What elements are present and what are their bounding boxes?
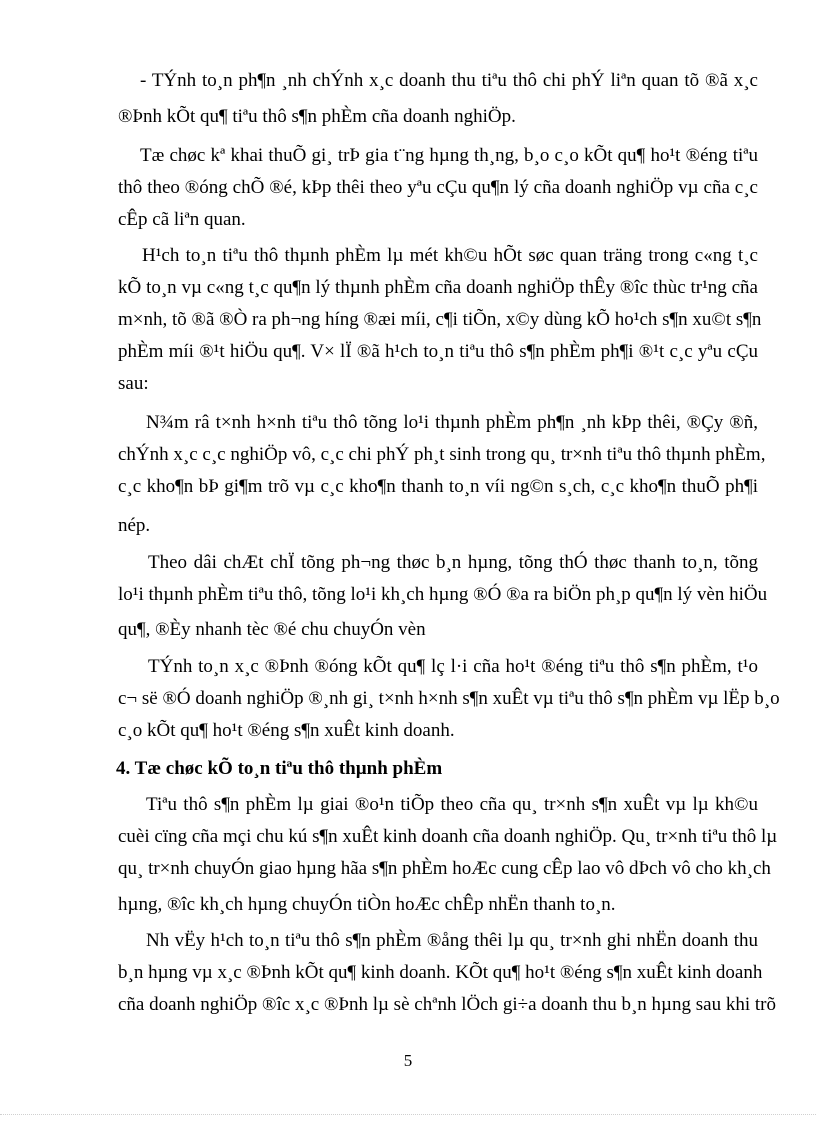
- text-line: Nh vËy h¹ch to¸n tiªu thô s¶n phÈm ®ång thêi lµ qu¸ tr×nh ghi nhËn doanh thu: [146, 930, 758, 951]
- footer-divider: [0, 1114, 816, 1115]
- text-line: lo¹i thµnh phÈm tiªu thô, tõng lo¹i kh¸ch hµng ®Ó ®a ra biÖn ph¸p qu¶n lý vèn hiÖu: [118, 584, 768, 605]
- text-line: cÊp cã liªn quan.: [118, 209, 246, 230]
- text-line: cuèi cïng cña mçi chu kú s¶n xuÊt kinh doanh cña doanh nghiÖp. Qu¸ tr×nh tiªu thô lµ: [118, 826, 778, 847]
- page-number: 5: [403, 1051, 413, 1070]
- text-line: qu¸ tr×nh chuyÓn giao hµng hãa s¶n phÈm hoÆc cung cÊp lao vô dÞch vô cho kh¸ch: [118, 858, 771, 879]
- text-line: c¸o kÕt qu¶ ho¹t ®éng s¶n xuÊt kinh doanh.: [118, 720, 455, 741]
- text-line: c¸c kho¶n bÞ gi¶m trõ vµ c¸c kho¶n thanh to¸n víi ng©n s¸ch, c¸c kho¶n thuÕ ph¶i: [118, 476, 758, 497]
- text-line: kÕ to¸n vµ c«ng t¸c qu¶n lý thµnh phÈm cña doanh nghiÖp thÊy ®îc thùc tr¹ng cña: [118, 277, 758, 298]
- text-line: phÈm míi ®¹t hiÖu qu¶. V× lÏ ®ã h¹ch to¸n tiªu thô s¶n phÈm ph¶i ®¹t c¸c yªu cÇu: [118, 341, 758, 362]
- text-line: thô theo ®óng chÕ ®é, kÞp thêi theo yªu cÇu qu¶n lý cña doanh nghiÖp vµ cña c¸c: [118, 177, 758, 198]
- text-line: nép.: [118, 515, 151, 536]
- text-line: cña doanh nghiÖp ®îc x¸c ®Þnh lµ sè chªnh lÖch gi÷a doanh thu b¸n hµng sau khi trõ: [118, 994, 776, 1015]
- text-line: qu¶, ®Èy nhanh tèc ®é chu chuyÓn vèn: [118, 619, 426, 640]
- text-line: sau:: [118, 373, 149, 394]
- text-line: - TÝnh to¸n ph¶n ¸nh chÝnh x¸c doanh thu tiªu thô chi phÝ liªn quan tõ ®ã x¸c: [140, 70, 758, 91]
- text-line: ®Þnh kÕt qu¶ tiªu thô s¶n phÈm cña doanh nghiÖp.: [118, 106, 516, 127]
- text-line: Tæ chøc kª khai thuÕ gi¸ trÞ gia t¨ng hµng th¸ng, b¸o c¸o kÕt qu¶ ho¹t ®éng tiªu: [140, 145, 758, 166]
- text-line: Tiªu thô s¶n phÈm lµ giai ®o¹n tiÕp theo cña qu¸ tr×nh s¶n xuÊt vµ lµ kh©u: [146, 794, 758, 815]
- section-heading: 4. Tæ chøc kÕ to¸n tiªu thô thµnh phÈm: [116, 758, 443, 779]
- text-line: H¹ch to¸n tiªu thô thµnh phÈm lµ mét kh©u hÕt søc quan träng trong c«ng t¸c: [142, 245, 758, 266]
- text-line: m×nh, tõ ®ã ®Ò ra ph¬ng híng ®æi míi, c¶i tiÕn, x©y dùng kÕ ho¹ch s¶n xu©t s¶n: [118, 309, 762, 330]
- text-line: TÝnh to¸n x¸c ®Þnh ®óng kÕt qu¶ lç l·i cña ho¹t ®éng tiªu thô s¶n phÈm, t¹o: [148, 656, 758, 677]
- text-line: chÝnh x¸c c¸c nghiÖp vô, c¸c chi phÝ ph¸t sinh trong qu¸ tr×nh tiªu thô thµnh phÈm,: [118, 444, 766, 465]
- text-line: hµng, ®îc kh¸ch hµng chuyÓn tiÒn hoÆc chÊp nhËn thanh to¸n.: [118, 894, 616, 915]
- text-line: b¸n hµng vµ x¸c ®Þnh kÕt qu¶ kinh doanh. KÕt qu¶ ho¹t ®éng s¶n xuÊt kinh doanh: [118, 962, 763, 983]
- text-line: N¾m râ t×nh h×nh tiªu thô tõng lo¹i thµnh phÈm ph¶n ¸nh kÞp thêi, ®Çy ®ñ,: [146, 412, 758, 433]
- text-line: c¬ së ®Ó doanh nghiÖp ®¸nh gi¸ t×nh h×nh s¶n xuÊt vµ tiªu thô s¶n phÈm vµ lËp b¸o: [118, 688, 780, 709]
- text-line: Theo dâi chÆt chÏ tõng ph¬ng thøc b¸n hµng, tõng thÓ thøc thanh to¸n, tõng: [148, 552, 758, 573]
